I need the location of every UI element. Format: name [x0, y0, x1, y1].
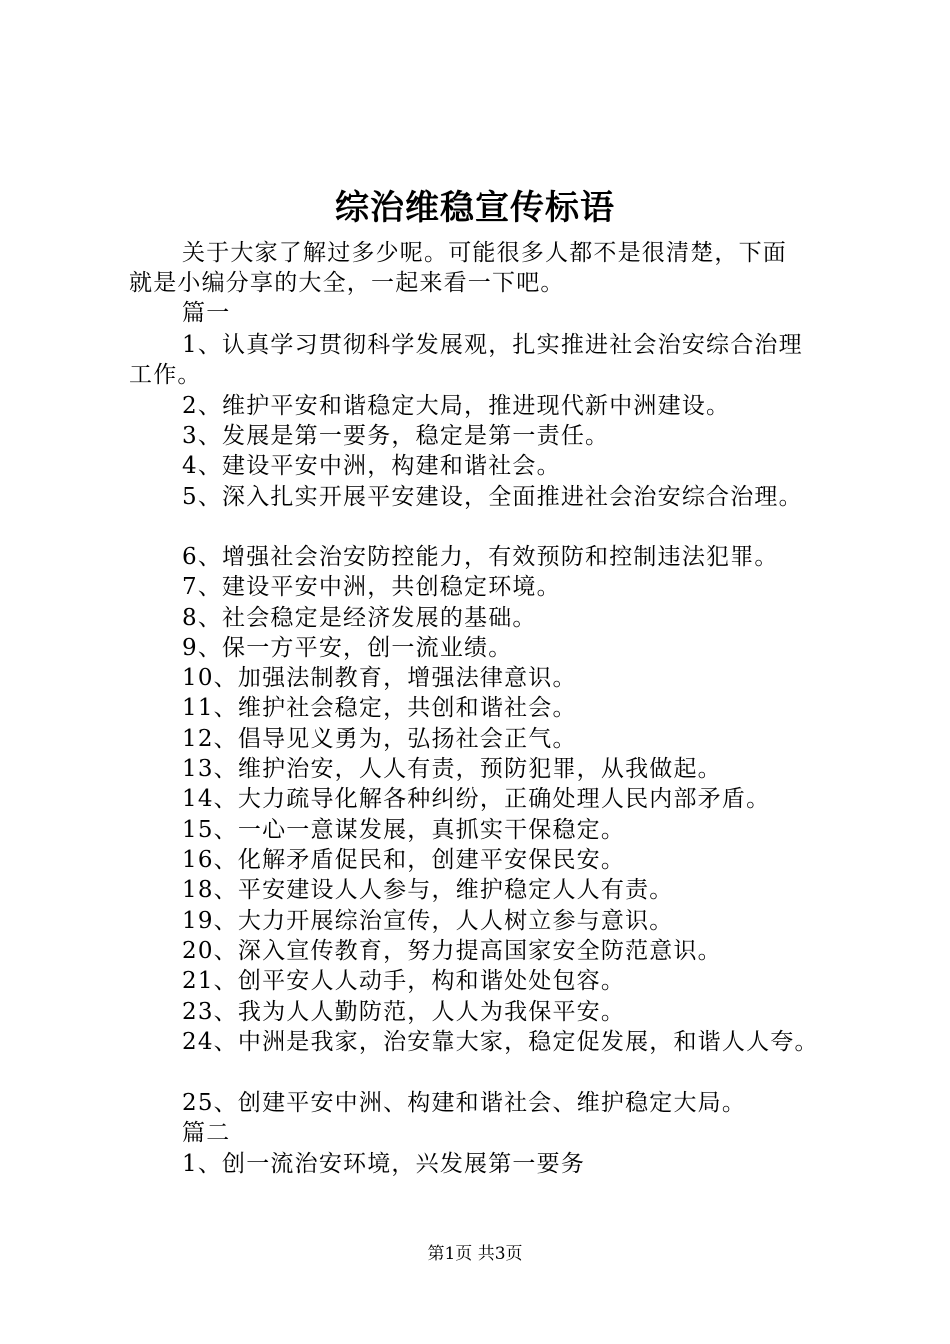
list-item-21: 21、创平安人人动手，构和谐处处包容。	[182, 968, 626, 994]
list-item-18: 18、平安建设人人参与，维护稳定人人有责。	[182, 877, 674, 903]
list-item-6: 6、增强社会治安防控能力，有效预防和控制违法犯罪。	[182, 544, 779, 570]
list-item-2: 2、维护平安和谐稳定大局，推进现代新中洲建设。	[182, 393, 731, 419]
list-item-7: 7、建设平安中洲，共创稳定环境。	[182, 574, 561, 600]
list-item-20: 20、深入宣传教育，努力提高国家安全防范意识。	[182, 938, 722, 964]
list-item-25: 25、创建平安中洲、构建和谐社会、维护稳定大局。	[182, 1090, 747, 1116]
list-item-3: 3、发展是第一要务，稳定是第一责任。	[182, 423, 610, 449]
list-item-10: 10、加强法制教育，增强法律意识。	[182, 665, 577, 691]
list-item-11: 11、维护社会稳定，共创和谐社会。	[182, 695, 577, 721]
intro-line-2: 就是小编分享的大全，一起来看一下吧。	[129, 270, 565, 296]
list-item-2-1: 1、创一流治安环境，兴发展第一要务	[182, 1151, 586, 1177]
list-item-15: 15、一心一意谋发展，真抓实干保稳定。	[182, 817, 626, 843]
section-heading-1: 篇一	[182, 300, 231, 326]
list-item-19: 19、大力开展综治宣传，人人树立参与意识。	[182, 908, 674, 934]
list-item-5: 5、深入扎实开展平安建设，全面推进社会治安综合治理。	[182, 484, 803, 510]
list-item-16: 16、化解矛盾促民和，创建平安保民安。	[182, 847, 626, 873]
page-footer: 第1页 共3页	[427, 1244, 523, 1264]
list-item-24: 24、中洲是我家，治安靠大家，稳定促发展，和谐人人夸。	[182, 1029, 819, 1055]
list-item-23: 23、我为人人勤防范，人人为我保平安。	[182, 999, 626, 1025]
list-item-14: 14、大力疏导化解各种纠纷，正确处理人民内部矛盾。	[182, 786, 771, 812]
list-item-8: 8、社会稳定是经济发展的基础。	[182, 605, 537, 631]
intro-line-1: 关于大家了解过多少呢。可能很多人都不是很清楚，下面	[182, 240, 787, 266]
list-item-1: 1、认真学习贯彻科学发展观，扎实推进社会治安综合治理	[182, 332, 803, 358]
list-item-4: 4、建设平安中洲，构建和谐社会。	[182, 453, 561, 479]
list-item-9: 9、保一方平安，创一流业绩。	[182, 635, 513, 661]
list-item-12: 12、倡导见义勇为，弘扬社会正气。	[182, 726, 577, 752]
document-title: 综治维稳宣传标语	[335, 188, 615, 228]
list-item-13: 13、维护治安，人人有责，预防犯罪，从我做起。	[182, 756, 722, 782]
list-item-1-cont: 工作。	[129, 362, 202, 388]
section-heading-2: 篇二	[182, 1120, 231, 1146]
